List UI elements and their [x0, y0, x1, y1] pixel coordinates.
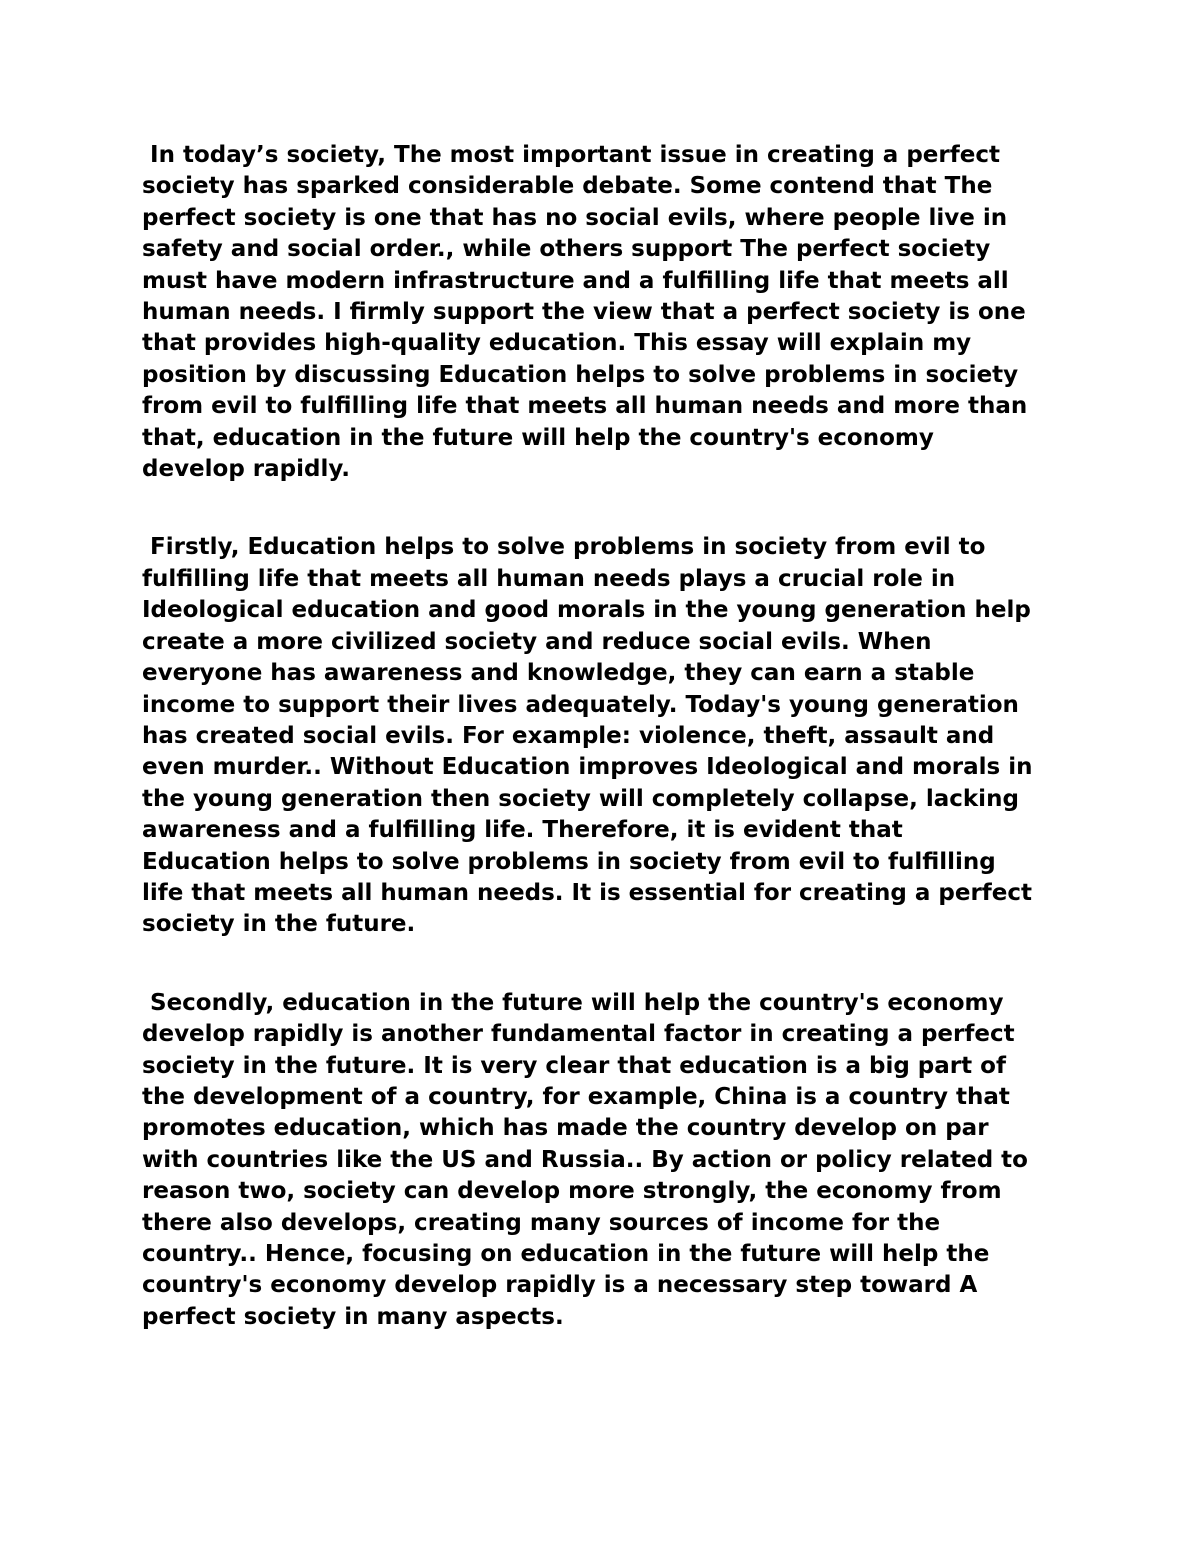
text-line: safety and social order., while others support The perfect society	[142, 236, 991, 263]
paragraph-introduction	[142, 140, 1072, 485]
text-line: Education helps to solve problems in society from evil to fulfilling	[142, 848, 996, 875]
text-line: country's economy develop rapidly is a necessary step toward A	[142, 1272, 978, 1299]
text-line: develop rapidly is another fundamental factor in creating a perfect	[142, 1021, 1015, 1048]
text-line: the development of a country, for example, China is a country that	[142, 1083, 1010, 1110]
text-line: country.. Hence, focusing on education in the future will help the	[142, 1241, 990, 1267]
text-line: create a more civilized society and reduce social evils. When	[142, 628, 932, 655]
paragraph-secondly	[142, 988, 1072, 1333]
text-line: the young generation then society will completely collapse, lacking	[142, 785, 1019, 812]
text-line: with countries like the US and Russia.. By action or policy related to	[142, 1146, 1028, 1173]
text-line: society in the future. It is very clear that education is a big part of	[142, 1052, 1006, 1079]
text-line: that, education in the future will help the country's economy	[142, 424, 934, 451]
text-line: reason two, society can develop more strongly, the economy from	[142, 1178, 1002, 1205]
text-line: promotes education, which has made the country develop on par	[142, 1115, 989, 1142]
text-line: that provides high-quality education. This essay will explain my	[142, 330, 972, 357]
text-line: Secondly, education in the future will help the country's economy	[142, 989, 1004, 1016]
text-line: In today’s society, The most important issue in creating a perfect	[142, 142, 1000, 168]
text-line: perfect society in many aspects.	[142, 1303, 564, 1330]
text-line: must have modern infrastructure and a fulfilling life that meets all	[142, 267, 1009, 294]
text-line: human needs. I firmly support the view that a perfect society is one	[142, 299, 1026, 326]
text-line: even murder.. Without Education improves Ideological and morals in	[142, 754, 1033, 781]
text-line: has created social evils. For example: violence, theft, assault and	[142, 722, 995, 749]
text-line: society has sparked considerable debate. Some contend that The	[142, 173, 993, 200]
essay-body	[142, 140, 1072, 1380]
text-line: from evil to fulfilling life that meets all human needs and more than	[142, 393, 1028, 420]
text-line: Firstly, Education helps to solve problems in society from evil to	[142, 534, 986, 561]
text-line: income to support their lives adequately. Today's young generation	[142, 691, 1019, 718]
text-line: position by discussing Education helps to solve problems in society	[142, 361, 1019, 388]
text-line: there also develops, creating many sources of income for the	[142, 1209, 941, 1236]
text-line: life that meets all human needs. It is essential for creating a perfect	[142, 879, 1033, 906]
text-line: awareness and a fulfilling life. Therefore, it is evident that	[142, 817, 903, 844]
text-line: perfect society is one that has no social evils, where people live in	[142, 204, 1008, 231]
text-line: Ideological education and good morals in the young generation help	[142, 597, 1031, 624]
text-line: develop rapidly.	[142, 456, 350, 483]
text-line: everyone has awareness and knowledge, they can earn a stable	[142, 660, 975, 687]
paragraph-firstly	[142, 532, 1072, 940]
text-line: society in the future.	[142, 911, 416, 938]
text-line: fulfilling life that meets all human needs plays a crucial role in	[142, 565, 956, 592]
